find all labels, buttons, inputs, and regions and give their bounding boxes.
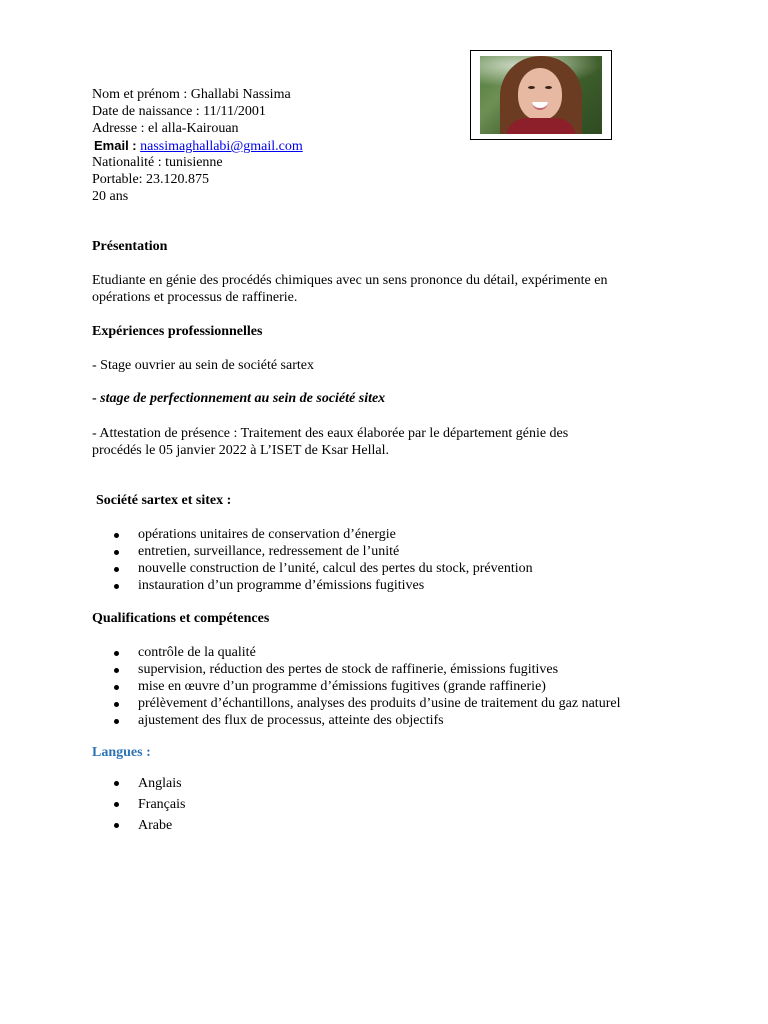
skills-list [92, 644, 620, 729]
list-item: nouvelle construction de l’unité, calcul des pertes du stock, prévention [92, 560, 533, 577]
list-item: prélèvement d’échantillons, analyses des produits d’usine de traitement du gaz naturel [92, 695, 620, 712]
age-line: 20 ans [92, 189, 129, 204]
experience-item-1: - Stage ouvrier au sein de société sartex [92, 358, 314, 373]
bullet-icon [114, 550, 119, 555]
bullet-icon [114, 567, 119, 572]
companies-heading: Société sartex et sitex : [96, 493, 232, 508]
bullet-icon [114, 685, 119, 690]
email-link[interactable]: nassimaghallabi@gmail.com [140, 139, 303, 154]
bullet-icon [114, 668, 119, 673]
languages-list [92, 773, 185, 836]
bullet-icon [114, 823, 119, 828]
phone-line: Portable: 23.120.875 [92, 172, 210, 187]
experience-item-2-dash: - [92, 391, 101, 406]
list-item: opérations unitaires de conservation d’énergie [92, 526, 533, 543]
list-item: instauration d’un programme d’émissions fugitives [92, 577, 533, 594]
email-line [94, 137, 303, 155]
companies-list [92, 526, 533, 594]
list-item: Anglais [92, 773, 185, 794]
list-item: contrôle de la qualité [92, 644, 620, 661]
bullet-icon [114, 781, 119, 786]
profile-photo-frame [470, 50, 612, 140]
experience-item-3-line-1: - Attestation de présence : Traitement des eaux élaborée par le département génie des [92, 426, 569, 441]
experience-item-3-line-2: procédés le 05 janvier 2022 à L’ISET de Ksar Hellal. [92, 443, 390, 458]
list-item: entretien, surveillance, redressement de l’unité [92, 543, 533, 560]
list-item: Français [92, 794, 185, 815]
email-label: Email : [94, 138, 137, 153]
experience-item-2-text: stage de perfectionnement au sein de société sitex [100, 391, 386, 406]
profile-photo [480, 56, 602, 134]
experience-item-2 [92, 390, 385, 407]
bullet-icon [114, 651, 119, 656]
languages-heading: Langues : [92, 745, 151, 760]
presentation-heading: Présentation [92, 239, 168, 254]
bullet-icon [114, 719, 119, 724]
address-line: Adresse : el alla-Kairouan [92, 121, 239, 136]
nationality-line: Nationalité : tunisienne [92, 155, 223, 170]
experience-heading: Expériences professionnelles [92, 324, 263, 339]
list-item: Arabe [92, 815, 185, 836]
birth-date-line: Date de naissance : 11/11/2001 [92, 104, 266, 119]
bullet-icon [114, 702, 119, 707]
name-line: Nom et prénom : Ghallabi Nassima [92, 87, 291, 102]
list-item: ajustement des flux de processus, atteinte des objectifs [92, 712, 620, 729]
list-item: mise en œuvre d’un programme d’émissions fugitives (grande raffinerie) [92, 678, 620, 695]
bullet-icon [114, 533, 119, 538]
presentation-line-1: Etudiante en génie des procédés chimiques avec un sens prononce du détail, expérimente en [92, 273, 608, 288]
skills-heading: Qualifications et compétences [92, 611, 270, 626]
bullet-icon [114, 584, 119, 589]
presentation-line-2: opérations et processus de raffinerie. [92, 290, 298, 305]
bullet-icon [114, 802, 119, 807]
list-item: supervision, réduction des pertes de stock de raffinerie, émissions fugitives [92, 661, 620, 678]
